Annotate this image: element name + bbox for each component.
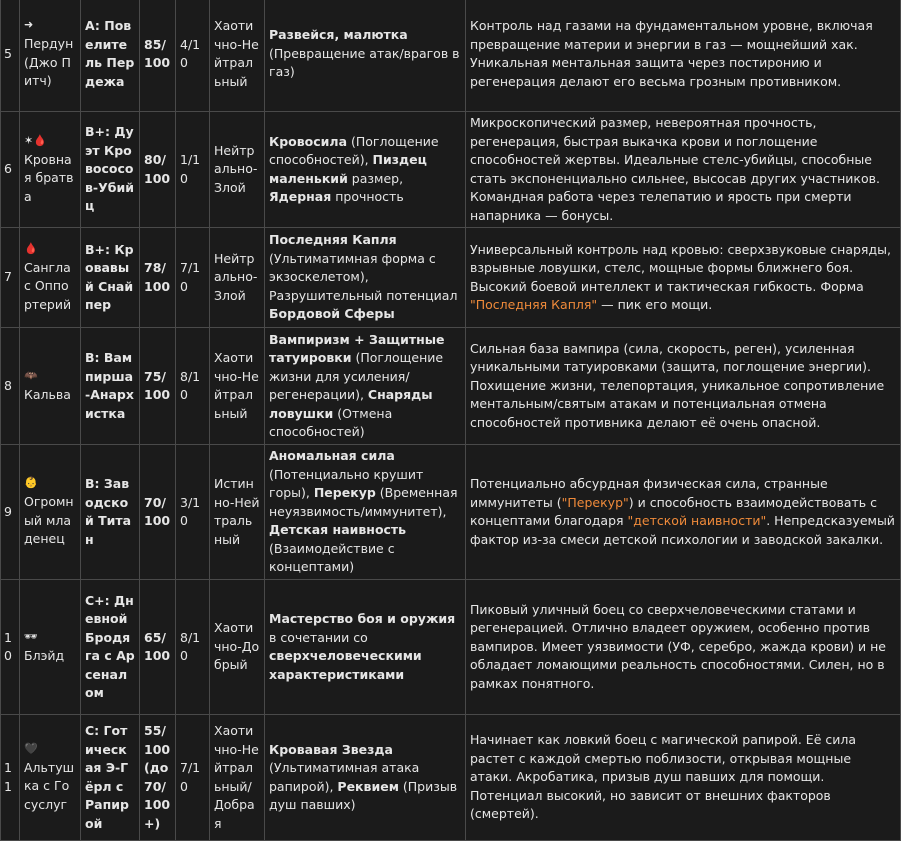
ability-note: прочность	[331, 189, 404, 204]
character-cell	[20, 445, 81, 580]
ability-name: Кровавая Звезда	[269, 741, 393, 757]
alignment: Хаотично-Нейтральный	[210, 0, 265, 112]
description-text: Контроль над газами на фундаментальном уровне, включая превращение материи и энергии в газ — мощнейший хак. Уникальная ментальная защита через постиронию и регенерация делают его весьма грозным противником.	[470, 18, 873, 89]
alignment: Хаотично-Нейтральный	[210, 328, 265, 445]
ability-note: (Временная неуязвимость/иммунитет),	[269, 485, 458, 519]
description-cell	[466, 228, 901, 328]
ability-note: (Призыв душ павших)	[269, 778, 458, 812]
rank-number: 6	[1, 112, 20, 228]
ability-note: (Поглощение жизни для усиления/регенерации),	[269, 350, 444, 402]
character-cell	[20, 715, 81, 841]
power-score: 78/100	[140, 228, 176, 328]
rank-number: 11	[1, 715, 20, 841]
table-row	[1, 445, 901, 580]
ability-name: Реквием	[337, 778, 399, 794]
ability-name: Аномальная сила	[269, 448, 395, 464]
description-text: Универсальный контроль над кровью: сверхзвуковые снаряды, взрывные ловушки, стелс, мощные формы ближнего боя. Высокий боевой интеллект и тактическая гибкость. Форма	[470, 241, 891, 294]
character-name: Кальва	[24, 386, 71, 402]
ability-name: Ядерная	[269, 189, 332, 204]
ranking-table-body	[1, 0, 901, 841]
description-cell	[466, 328, 901, 445]
alignment: Нейтрально-Злой	[210, 112, 265, 228]
alignment: Истинно-Нейтральный	[210, 445, 265, 580]
character-cell	[20, 112, 81, 228]
character-name: Альтушка с Госуслуг	[24, 759, 75, 812]
abilities-cell	[265, 715, 466, 841]
ability-note: (Потенциально крушит горы),	[269, 466, 424, 501]
threat-rating: 8/10	[176, 580, 210, 715]
threat-rating: 7/10	[176, 715, 210, 841]
threat-rating: 3/10	[176, 445, 210, 580]
ability-note: (Отмена способностей)	[269, 405, 393, 439]
tier-title: C+: Дневной Бродяга с Арсеналом	[81, 580, 140, 715]
rank-number: 7	[1, 228, 20, 328]
tier-title: B+: Дуэт Кровососов-Убийц	[81, 112, 140, 228]
highlighted-quote: "Последняя Капля"	[470, 297, 598, 312]
ability-note: (Ультиматимная атака рапирой),	[269, 760, 420, 794]
description-text: ) и способность взаимодействовать с концептами благодаря	[470, 494, 877, 528]
alignment: Нейтрально-Злой	[210, 228, 265, 328]
bat-icon: 🦇	[24, 368, 38, 382]
ability-name: Пиздец маленький	[269, 152, 427, 186]
ability-note: (Взаимодействие с концептами)	[269, 540, 395, 575]
character-cell	[20, 328, 81, 445]
character-cell	[20, 0, 81, 112]
ability-name: Бордовой Сферы	[269, 306, 395, 322]
power-score: 80/100	[140, 112, 176, 228]
threat-rating: 4/10	[176, 0, 210, 112]
blood-brothers-icon: ✶🩸	[24, 133, 47, 147]
blood-drop-icon: 🩸	[24, 241, 38, 255]
description-cell	[466, 0, 901, 112]
description-text: Потенциально абсурдная физическая сила, странные иммунитеты (	[470, 476, 828, 510]
power-score: 75/100	[140, 328, 176, 445]
ability-note: (Поглощение способностей),	[269, 133, 439, 167]
character-cell	[20, 580, 81, 715]
description-cell	[466, 715, 901, 841]
table-row	[1, 228, 901, 328]
table-row	[1, 715, 901, 841]
sunglasses-icon: 🕶	[24, 629, 38, 643]
tier-title: A: Повелитель Пердежа	[81, 0, 140, 112]
highlighted-quote: "детской наивности"	[627, 513, 767, 528]
rank-number: 9	[1, 445, 20, 580]
ability-name: Снаряды ловушки	[269, 387, 433, 421]
character-name: Пердун (Джо Питч)	[24, 36, 74, 89]
power-score: 70/100	[140, 445, 176, 580]
ability-note: (Ультиматимная форма с экзоскелетом), Разрушительный потенциал	[269, 250, 458, 303]
arrow-icon: ➜	[24, 18, 34, 32]
rank-number: 8	[1, 328, 20, 445]
description-text: Начинает как ловкий боец с магической рапирой. Её сила растет с каждой смертью поблизости, открывая мощные атаки. Акробатика, призыв душ павших для помощи. Потенциал высокий, но зависит от внешних факторов (смертей).	[470, 732, 857, 822]
threat-rating: 8/10	[176, 328, 210, 445]
table-row	[1, 112, 901, 228]
description-text: — пик его мощи.	[597, 297, 713, 312]
character-name: Огромный младенец	[24, 494, 74, 547]
abilities-cell	[265, 112, 466, 228]
ability-name: сверхчеловеческими характеристиками	[269, 648, 422, 682]
description-text: . Непредсказуемый фактор из-за смеси детской психологии и заводской закалки.	[470, 513, 895, 547]
baby-icon: 👶	[24, 476, 38, 490]
power-score: 65/100	[140, 580, 176, 715]
description-text: Пиковый уличный боец со сверхчеловеческими статами и регенерацией. Отлично владеет оружием, особенно против вампиров. Имеет уязвимости (УФ, серебро, жажда крови) и не обладает ломающими реальность способностями. Силен, но в рамках понятного.	[470, 601, 886, 691]
rank-number: 5	[1, 0, 20, 112]
description-text: Микроскопический размер, невероятная прочность, регенерация, быстрая выкачка крови и поглощение способностей жертвы. Идеальные стелс-убийцы, способные стать экспоненциально сильнее, высосав других участников. Командная работа через телепатию и ярость при смерти напарника — бонусы.	[470, 115, 880, 223]
ability-name: Детская наивность	[269, 522, 407, 538]
ability-name: Мастерство боя и оружия	[269, 611, 456, 626]
table-row	[1, 0, 901, 112]
highlighted-quote: "Перекур"	[561, 494, 629, 510]
alignment: Хаотично-Добрый	[210, 580, 265, 715]
description-cell	[466, 112, 901, 228]
alignment: Хаотично-Нейтральный/Добрая	[210, 715, 265, 841]
threat-rating: 1/10	[176, 112, 210, 228]
description-text: Сильная база вампира (сила, скорость, реген), усиленная уникальными татуировками (защита, поглощение энергии). Похищение жизни, телепортация, уникальное сопротивление ментальным/святым атакам и потенциальная отмена способностей противника делают её очень опасной.	[470, 340, 885, 430]
tier-title: B: Вампирша-Анархистка	[81, 328, 140, 445]
abilities-cell	[265, 0, 466, 112]
ability-note: (Превращение атак/врагов в газ)	[269, 45, 460, 80]
character-name: Санглас Оппортерий	[24, 259, 72, 312]
description-cell	[466, 580, 901, 715]
power-score: 55/100 (до 70/100+)	[140, 715, 176, 841]
character-name: Блэйд	[24, 647, 65, 663]
tier-title: B+: Кровавый Снайпер	[81, 228, 140, 328]
threat-rating: 7/10	[176, 228, 210, 328]
table-row	[1, 580, 901, 715]
power-score: 85/100	[140, 0, 176, 112]
table-row	[1, 328, 901, 445]
ability-name: Перекур	[313, 485, 376, 501]
abilities-cell	[265, 580, 466, 715]
tier-title: B: Заводской Титан	[81, 445, 140, 580]
ability-note: размер,	[347, 170, 404, 186]
ability-name: Кровосила	[269, 133, 348, 149]
rank-number: 10	[1, 580, 20, 715]
black-heart-icon: 🖤	[24, 741, 38, 755]
abilities-cell	[265, 228, 466, 328]
tier-title: C: Готическая Э-Гёрл с Рапирой	[81, 715, 140, 841]
character-cell	[20, 228, 81, 328]
ability-name: Вампиризм + Защитные татуировки	[269, 331, 445, 365]
description-cell	[466, 445, 901, 580]
character-name: Кровная братва	[24, 151, 74, 204]
abilities-cell	[265, 328, 466, 445]
ability-name: Развейся, малютка	[269, 27, 408, 43]
ability-note: в сочетании со	[269, 629, 368, 645]
abilities-cell	[265, 445, 466, 580]
ability-name: Последняя Капля	[269, 232, 397, 248]
